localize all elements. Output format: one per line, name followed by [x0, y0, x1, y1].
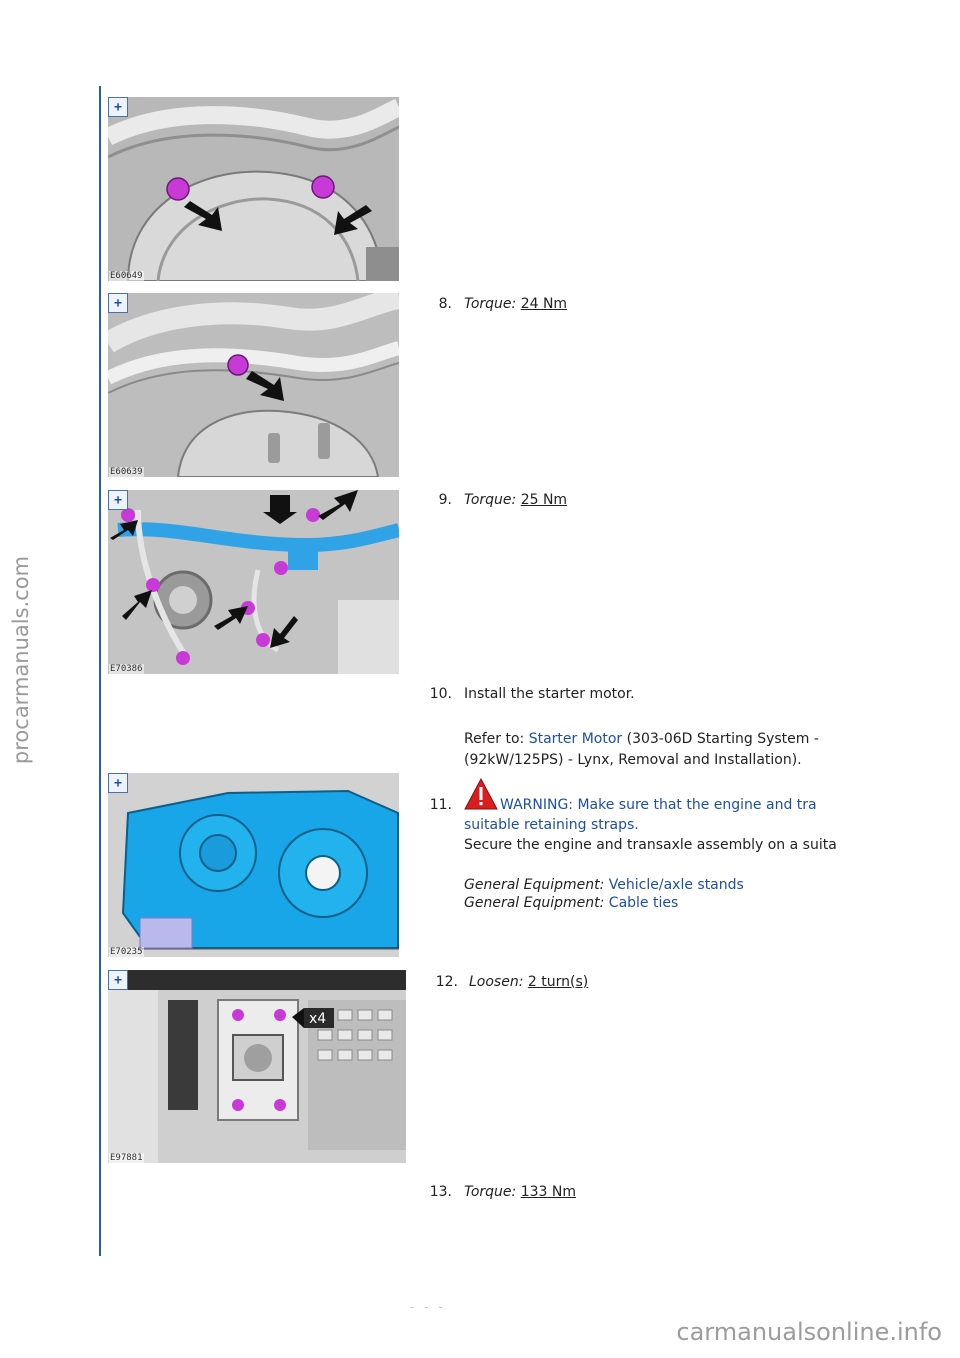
left-rule [99, 86, 101, 1256]
spec-value: 25 Nm [520, 492, 568, 508]
spec-label: Torque: [464, 296, 517, 312]
figure-4-illustration [108, 773, 399, 957]
equipment-label: General Equipment: [464, 877, 605, 893]
figure-5 [108, 970, 406, 1163]
figure-id: E60649 [110, 271, 143, 281]
zoom-icon[interactable]: + [108, 970, 128, 990]
figure-2 [108, 293, 399, 477]
side-watermark: procarmanuals.com [9, 555, 33, 765]
step-10-reference-cont: (92kW/125PS) - Lynx, Removal and Installation). [464, 752, 802, 768]
vehicle-axle-stands-link[interactable]: Vehicle/axle stands [608, 877, 744, 893]
bottom-watermark: carmanualsonline.info [676, 1318, 942, 1346]
spec-value: 2 turn(s) [527, 974, 589, 990]
step-number: 8. [438, 296, 452, 312]
zoom-icon[interactable]: + [108, 490, 128, 510]
spec-value: 24 Nm [520, 296, 568, 312]
refer-prefix: Refer to: [464, 731, 525, 747]
zoom-icon[interactable]: + [108, 97, 128, 117]
spec-label: Torque: [464, 1184, 517, 1200]
figure-id: E70386 [110, 664, 143, 674]
spec-label: Loosen: [469, 974, 524, 990]
step-11-text: Secure the engine and transaxle assembly on a suita [464, 837, 837, 853]
figure-id: E97881 [110, 1153, 143, 1163]
cable-ties-link[interactable]: Cable ties [608, 895, 679, 911]
step-9-spec [464, 492, 567, 508]
general-equipment-1 [464, 877, 744, 893]
step-10-text: Install the starter motor. [464, 686, 635, 702]
refer-rest: (303-06D Starting System - [626, 731, 819, 747]
general-equipment-2 [464, 895, 678, 911]
figure-3 [108, 490, 399, 674]
spec-label: Torque: [464, 492, 517, 508]
figure-id: E60639 [110, 467, 143, 477]
step-12-spec [469, 974, 588, 990]
step-8-spec [464, 296, 567, 312]
step-number: 9. [438, 492, 452, 508]
spec-value: 133 Nm [520, 1184, 576, 1200]
warning-text: WARNING: Make sure that the engine and tra [500, 797, 817, 813]
step-number: 10. [429, 686, 452, 702]
equipment-label: General Equipment: [464, 895, 605, 911]
warning-text-cont: suitable retaining straps. [464, 817, 639, 833]
figure-id: E70235 [110, 947, 143, 957]
step-number: 11. [429, 797, 452, 813]
figure-3-illustration [108, 490, 399, 674]
step-10-reference [464, 731, 819, 747]
starter-motor-link[interactable]: Starter Motor [528, 731, 623, 747]
zoom-icon[interactable]: + [108, 773, 128, 793]
page-footer: - - - [410, 1300, 446, 1314]
figure-1-illustration [108, 97, 399, 281]
figure-2-illustration [108, 293, 399, 477]
figure-5-callout: x4 [309, 1011, 327, 1027]
step-13-spec [464, 1184, 576, 1200]
zoom-icon[interactable]: + [108, 293, 128, 313]
figure-1 [108, 97, 399, 281]
figure-4 [108, 773, 399, 957]
figure-5-illustration [108, 970, 406, 1163]
warning-icon [464, 778, 498, 810]
step-number: 13. [429, 1184, 452, 1200]
step-number: 12. [435, 974, 458, 990]
